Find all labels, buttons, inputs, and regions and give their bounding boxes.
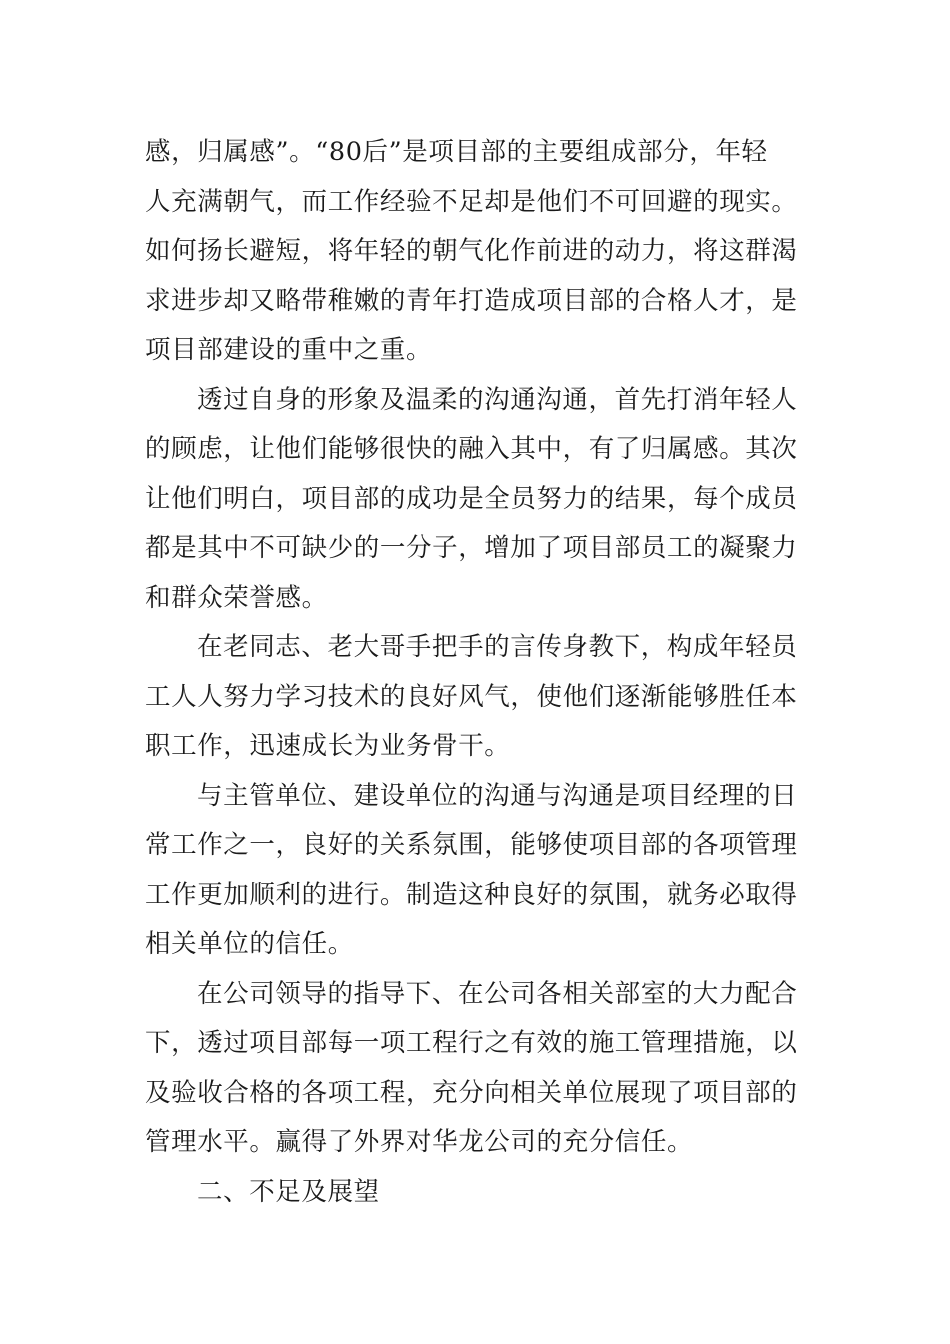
text-line: 职工作，迅速成长为业务骨干。 [145, 731, 511, 761]
text-line: 下，透过项目部每一项工程行之有效的施工管理措施，以 [145, 1028, 798, 1058]
text-line: 管理水平。赢得了外界对华龙公司的充分信任。 [145, 1127, 694, 1157]
text-line: 工人人努力学习技术的良好风气，使他们逐渐能够胜任本 [145, 681, 798, 712]
text-line: 项目部建设的重中之重。 [145, 335, 433, 365]
text-line: 让他们明白，项目部的成功是全员努力的结果，每个成员 [145, 483, 798, 514]
text-line: 人充满朝气，而工作经验不足却是他们不可回避的现实。 [145, 186, 798, 217]
text-line: 都是其中不可缺少的一分子，增加了项目部员工的凝聚力 [145, 533, 798, 563]
text-line: 及验收合格的各项工程，充分向相关单位展现了项目部的 [145, 1077, 798, 1108]
paragraph-first-line: 在老同志、老大哥手把手的言传身教下，构成年轻员 [197, 632, 798, 662]
paragraph-first-line: 在公司领导的指导下、在公司各相关部室的大力配合 [197, 978, 798, 1009]
text-line: 常工作之一，良好的关系氛围，能够使项目部的各项管理 [145, 830, 798, 860]
text-line: 和群众荣誉感。 [145, 582, 328, 613]
text-line: 求进步却又略带稚嫩的青年打造成项目部的合格人才，是 [145, 285, 798, 316]
paragraph-first-line: 二、不足及展望 [197, 1176, 380, 1207]
text-line: 感，归属感”。“80后”是项目部的主要组成部分，年轻 [145, 137, 768, 167]
text-line: 工作更加顺利的进行。制造这种良好的氛围，就务必取得 [145, 879, 798, 910]
paragraph-first-line: 与主管单位、建设单位的沟通与沟通是项目经理的日 [197, 780, 798, 811]
body-text [145, 128, 807, 1217]
text-line: 如何扬长避短，将年轻的朝气化作前进的动力，将这群渴 [145, 236, 798, 266]
paragraph-first-line: 透过自身的形象及温柔的沟通沟通，首先打消年轻人 [197, 384, 798, 415]
text-line: 相关单位的信任。 [145, 929, 354, 959]
text-line: 的顾虑，让他们能够很快的融入其中，有了归属感。其次 [145, 434, 798, 464]
